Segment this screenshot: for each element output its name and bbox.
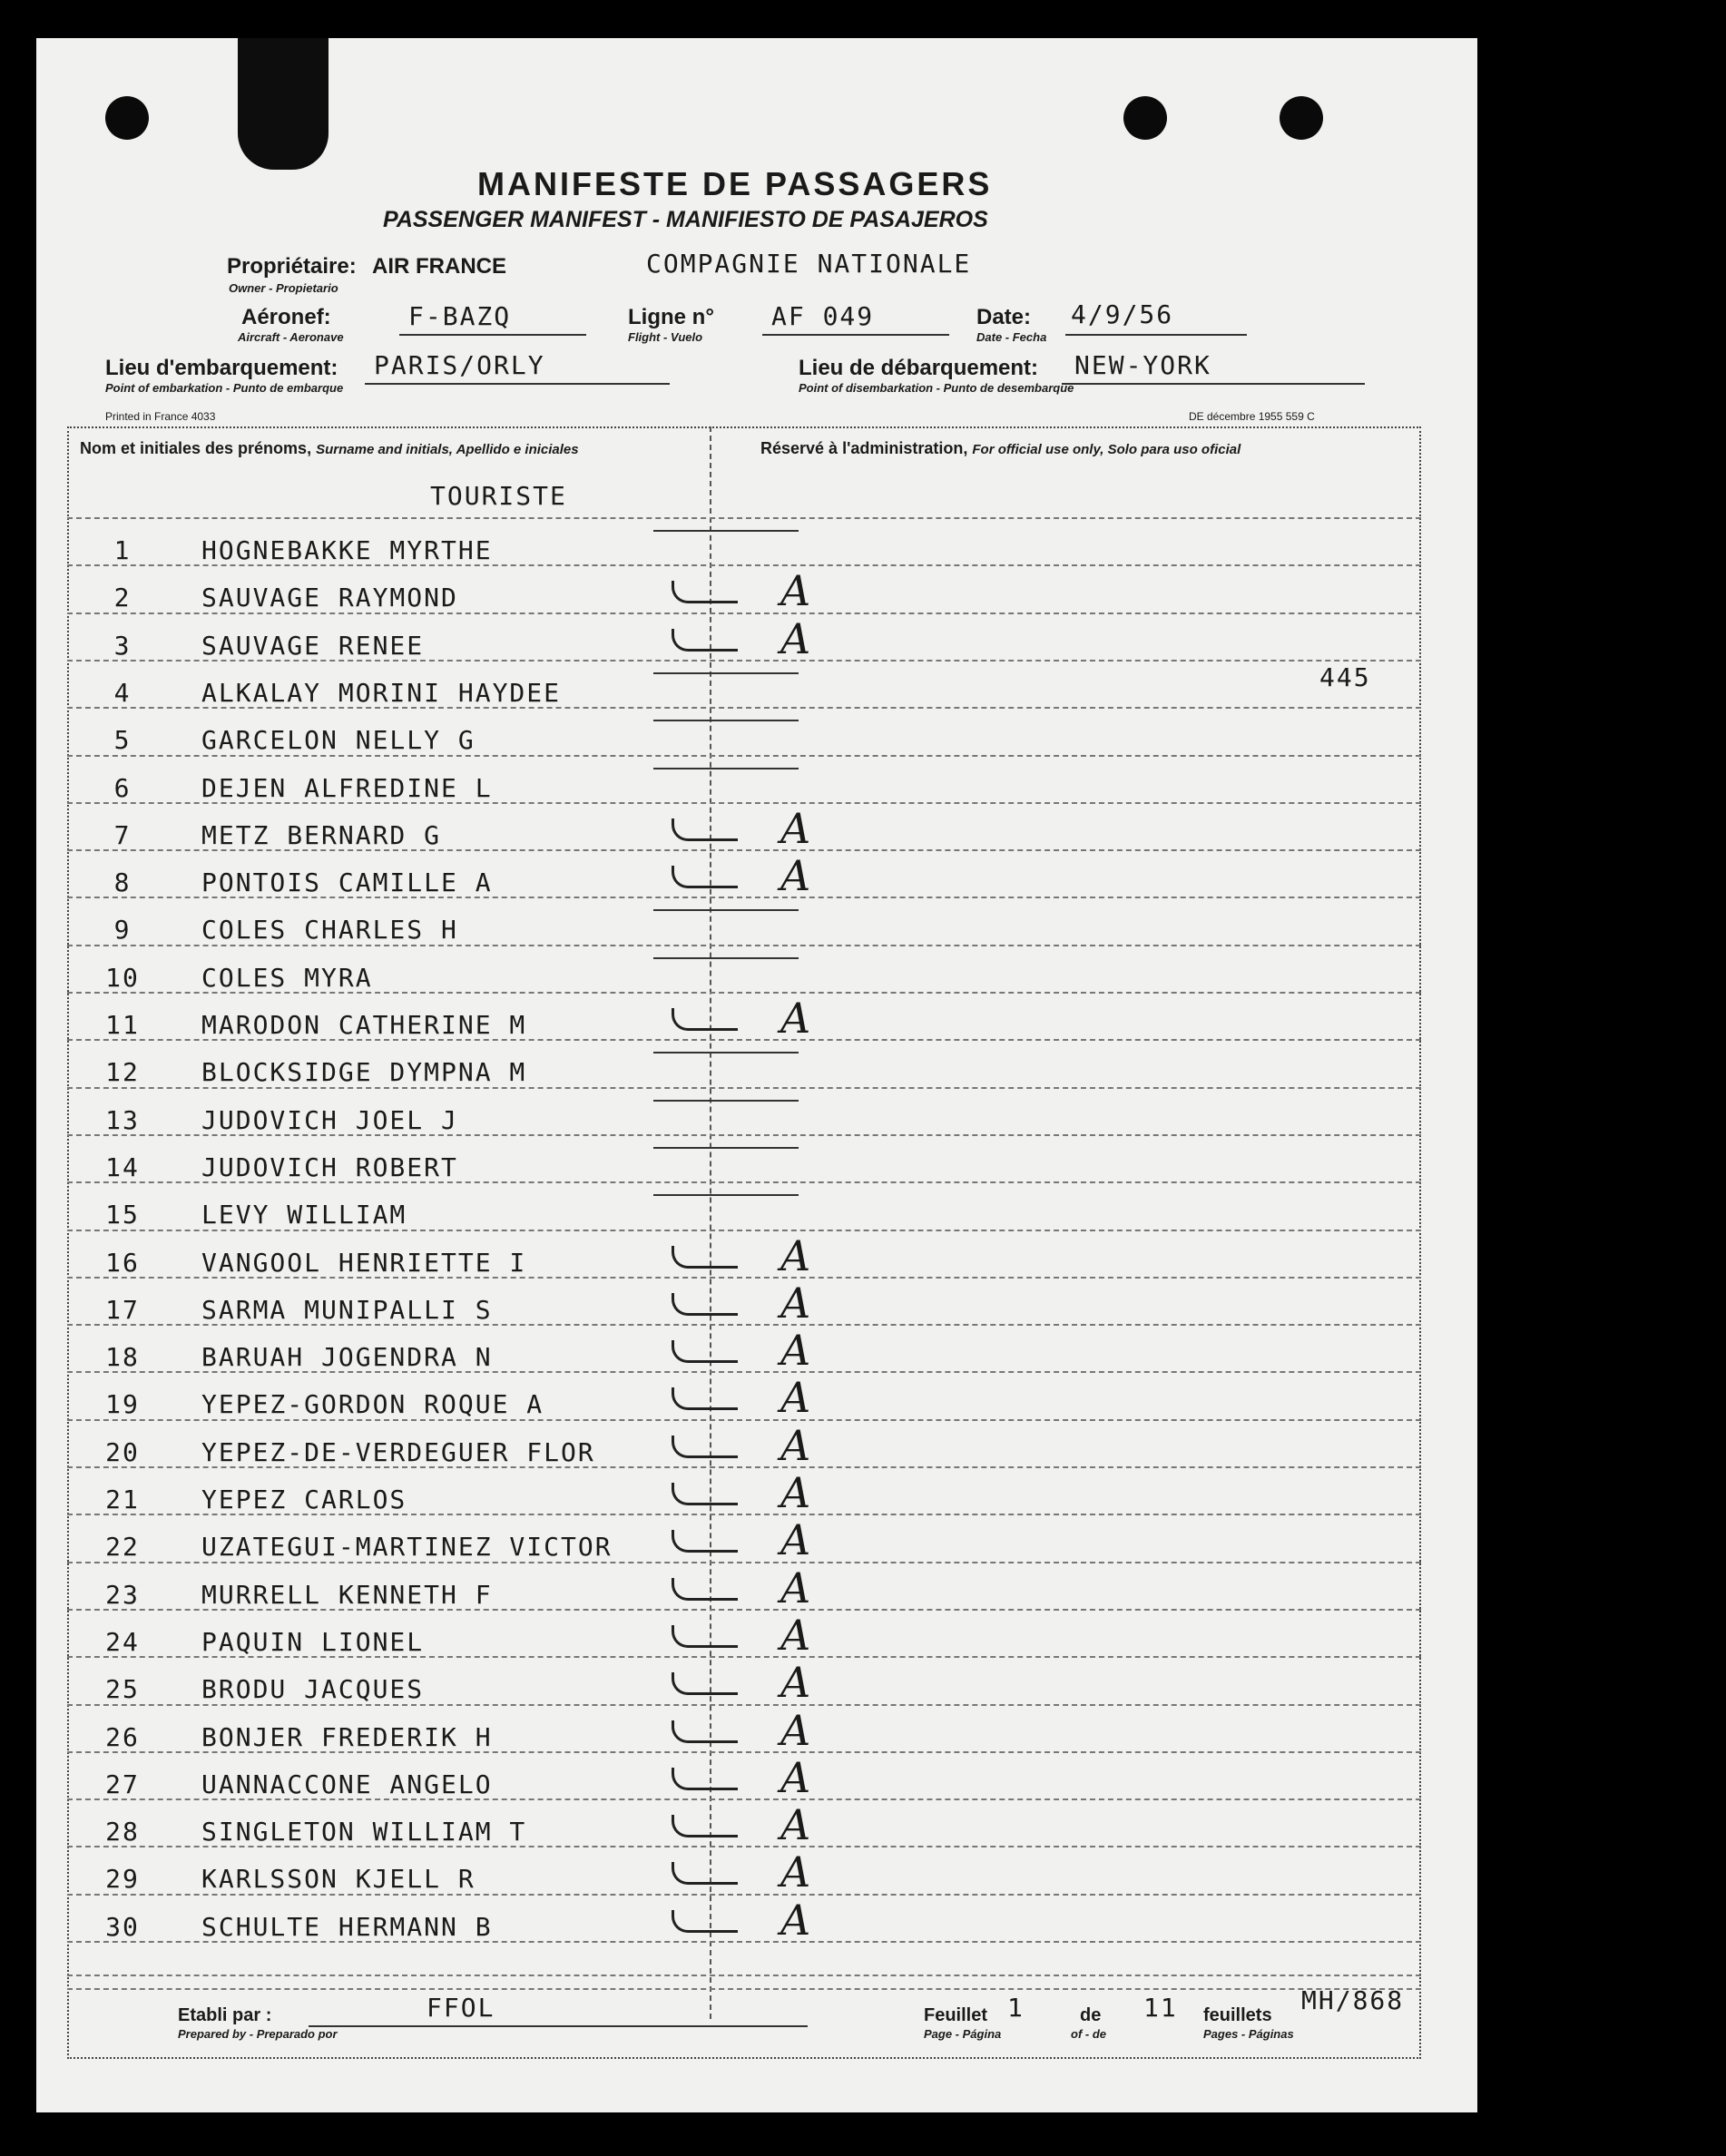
- aircraft-label: Aéronef:: [241, 305, 331, 329]
- dash-mark: [653, 1052, 799, 1054]
- passenger-name: LEVY WILLIAM: [201, 1200, 407, 1230]
- row-number: 9: [113, 915, 132, 946]
- reference-number: MH/868: [1301, 1985, 1405, 2015]
- passenger-name: YEPEZ-DE-VERDEGUER FLOR: [201, 1436, 595, 1467]
- passenger-name: UANNACCONE ANGELO: [201, 1769, 493, 1799]
- passenger-name: BONJER FREDERIK H: [201, 1721, 493, 1752]
- check-mark-icon: [672, 629, 738, 652]
- manifest-table: [67, 426, 1421, 2059]
- passenger-name: SAUVAGE RAYMOND: [201, 583, 458, 613]
- row-number: 19: [105, 1389, 140, 1420]
- embark-value: PARIS/ORLY: [374, 350, 545, 380]
- row-number: 11: [105, 1010, 140, 1040]
- passenger-name: SAUVAGE RENEE: [201, 630, 425, 661]
- sheet-number: 1: [1007, 1993, 1025, 2023]
- handwritten-mark: A: [780, 613, 813, 663]
- check-mark-icon: [672, 1387, 738, 1410]
- row-number: 3: [113, 630, 132, 661]
- of-label: de: [1080, 2005, 1102, 2025]
- passenger-name: COLES MYRA: [201, 962, 373, 993]
- flight-value: AF 049: [771, 301, 875, 331]
- passenger-name: UZATEGUI-MARTINEZ VICTOR: [201, 1532, 613, 1563]
- table-row: [91, 963, 1434, 999]
- row-number: 14: [105, 1152, 140, 1182]
- row-number: 22: [105, 1532, 140, 1563]
- check-mark-icon: [672, 1672, 738, 1695]
- passenger-name: ALKALAY MORINI HAYDEE: [201, 677, 562, 708]
- row-number: 17: [105, 1294, 140, 1325]
- check-mark-icon: [672, 1436, 738, 1458]
- col-official-header: Réservé à l'administration, For official use only, Solo para uso oficial: [760, 439, 1241, 457]
- disembark-sublabel: Point of disembarkation - Punto de desembarque: [799, 381, 1074, 395]
- dash-mark: [653, 720, 799, 721]
- table-row: [91, 1895, 1434, 1948]
- table-row: [91, 1230, 1434, 1284]
- handwritten-mark: A: [780, 1515, 813, 1565]
- table-row: [91, 1563, 1434, 1616]
- manifest-subtitle: PASSENGER MANIFEST - MANIFIESTO DE PASAJEROS: [383, 207, 988, 232]
- check-mark-icon: [672, 1862, 738, 1885]
- owner-printed: AIR FRANCE: [372, 254, 506, 279]
- passenger-name: COLES CHARLES H: [201, 915, 458, 946]
- check-mark-icon: [672, 818, 738, 841]
- prepared-sublabel: Prepared by - Preparado por: [178, 2027, 338, 2041]
- handwritten-mark: A: [780, 803, 813, 853]
- passenger-name: MURRELL KENNETH F: [201, 1579, 493, 1610]
- of-sublabel: of - de: [1071, 2027, 1106, 2041]
- punch-hole: [105, 96, 149, 140]
- check-mark-icon: [672, 1578, 738, 1601]
- owner-label: Propriétaire:: [227, 254, 357, 279]
- handwritten-mark: A: [780, 1895, 813, 1945]
- dash-mark: [653, 1147, 799, 1149]
- passenger-name: VANGOOL HENRIETTE I: [201, 1247, 527, 1278]
- table-row: [91, 613, 1434, 667]
- table-row: [91, 994, 1434, 1046]
- table-row: [91, 1610, 1434, 1663]
- passenger-name: YEPEZ CARLOS: [201, 1485, 407, 1514]
- row-number: 1: [113, 535, 132, 565]
- row-rule: [67, 517, 1421, 519]
- section-label: TOURISTE: [430, 481, 567, 511]
- check-mark-icon: [672, 1293, 738, 1316]
- check-mark-icon: [672, 1246, 738, 1269]
- handwritten-mark: A: [780, 1278, 813, 1328]
- table-row: [91, 1847, 1434, 1900]
- check-mark-icon: [672, 581, 738, 603]
- row-number: 24: [105, 1626, 140, 1657]
- passenger-name: DEJEN ALFREDINE L: [201, 772, 493, 803]
- table-row: [91, 535, 1434, 572]
- owner-sublabel: Owner - Propietario: [229, 281, 338, 295]
- passenger-name: BARUAH JOGENDRA N: [201, 1342, 493, 1373]
- embark-sublabel: Point of embarkation - Punto de embarque: [105, 381, 344, 395]
- staple-mark: [238, 38, 329, 170]
- check-mark-icon: [672, 1625, 738, 1648]
- check-mark-icon: [672, 1815, 738, 1838]
- row-number: 20: [105, 1436, 140, 1467]
- passenger-name: GARCELON NELLY G: [201, 725, 476, 756]
- row-number: 23: [105, 1579, 140, 1610]
- table-row: [91, 1658, 1434, 1710]
- row-number: 18: [105, 1342, 140, 1373]
- embark-label: Lieu d'embarquement:: [105, 356, 338, 380]
- row-number: 15: [105, 1200, 140, 1230]
- aircraft-sublabel: Aircraft - Aeronave: [238, 330, 344, 344]
- row-number: 21: [105, 1485, 140, 1514]
- table-row: [91, 678, 1434, 714]
- table-row: [91, 1468, 1434, 1521]
- sheet-total: 11: [1143, 1993, 1178, 2023]
- dash-mark: [653, 530, 799, 532]
- table-row: [91, 1200, 1434, 1236]
- punch-hole: [1123, 96, 1167, 140]
- handwritten-mark: A: [780, 1563, 813, 1612]
- dash-mark: [653, 909, 799, 911]
- dash-mark: [653, 672, 799, 674]
- passenger-name: JUDOVICH ROBERT: [201, 1152, 458, 1182]
- row-number: 4: [113, 677, 132, 708]
- sheets-label: feuillets: [1203, 2005, 1272, 2025]
- table-row: [91, 1278, 1434, 1331]
- handwritten-mark: A: [780, 851, 813, 901]
- passenger-name: HOGNEBAKKE MYRTHE: [201, 535, 493, 565]
- row-number: 12: [105, 1057, 140, 1088]
- prepared-value: FFOL: [427, 1993, 495, 2023]
- check-mark-icon: [672, 1530, 738, 1553]
- handwritten-mark: A: [780, 1610, 813, 1660]
- passenger-name: MARODON CATHERINE M: [201, 1010, 527, 1040]
- row-number: 16: [105, 1247, 140, 1278]
- check-mark-icon: [672, 1340, 738, 1363]
- table-row: [91, 1152, 1434, 1189]
- date-sublabel: Date - Fecha: [976, 330, 1047, 344]
- form-code: DE décembre 1955 559 C: [1189, 410, 1315, 423]
- col-name-header: Nom et initiales des prénoms, Surname and initials, Apellido e iniciales: [80, 439, 579, 457]
- handwritten-mark: A: [780, 1658, 813, 1708]
- handwritten-mark: A: [780, 1468, 813, 1517]
- table-row: [91, 1373, 1434, 1426]
- passenger-name: METZ BERNARD G: [201, 819, 442, 850]
- flight-sublabel: Flight - Vuelo: [628, 330, 703, 344]
- check-mark-icon: [672, 1720, 738, 1743]
- row-number: 28: [105, 1817, 140, 1847]
- dash-mark: [653, 1194, 799, 1196]
- handwritten-mark: A: [780, 566, 813, 616]
- check-mark-icon: [672, 1483, 738, 1505]
- passenger-name: JUDOVICH JOEL J: [201, 1104, 458, 1135]
- passenger-name: BLOCKSIDGE DYMPNA M: [201, 1057, 527, 1088]
- handwritten-mark: A: [780, 1800, 813, 1850]
- row-number: 2: [113, 583, 132, 613]
- table-row: [91, 566, 1434, 619]
- owner-value: COMPAGNIE NATIONALE: [646, 249, 972, 279]
- table-row: [91, 1800, 1434, 1853]
- disembark-label: Lieu de débarquement:: [799, 356, 1039, 380]
- row-number: 13: [105, 1104, 140, 1135]
- row-number: 7: [113, 819, 132, 850]
- table-row: [91, 1515, 1434, 1568]
- margin-number: 445: [1319, 662, 1371, 692]
- passenger-name: YEPEZ-GORDON ROQUE A: [201, 1389, 544, 1420]
- flight-label: Ligne n°: [628, 305, 714, 329]
- table-row: [91, 1752, 1434, 1806]
- row-rule: [67, 1988, 1421, 1990]
- table-row: [91, 725, 1434, 761]
- date-label: Date:: [976, 305, 1032, 329]
- check-mark-icon: [672, 1910, 738, 1933]
- table-row: [91, 803, 1434, 857]
- handwritten-mark: A: [780, 1373, 813, 1423]
- check-mark-icon: [672, 1008, 738, 1031]
- passenger-name: PAQUIN LIONEL: [201, 1626, 425, 1657]
- passenger-name: PONTOIS CAMILLE A: [201, 867, 493, 898]
- manifest-title: MANIFESTE DE PASSAGERS: [477, 165, 993, 202]
- handwritten-mark: A: [780, 1752, 813, 1802]
- prepared-label: Etabli par :: [178, 2005, 272, 2025]
- passenger-name: BRODU JACQUES: [201, 1674, 425, 1705]
- sheet-label: Feuillet: [924, 2005, 988, 2025]
- table-row: [91, 915, 1434, 951]
- table-row: [91, 1057, 1434, 1093]
- row-number: 10: [105, 962, 140, 993]
- table-row: [91, 1705, 1434, 1759]
- handwritten-mark: A: [780, 1230, 813, 1280]
- passenger-name: SARMA MUNIPALLI S: [201, 1294, 493, 1325]
- date-value: 4/9/56: [1071, 299, 1174, 329]
- handwritten-mark: A: [780, 1847, 813, 1897]
- row-number: 25: [105, 1674, 140, 1705]
- handwritten-mark: A: [780, 994, 813, 1043]
- handwritten-mark: A: [780, 1326, 813, 1376]
- sheets-sublabel: Pages - Páginas: [1203, 2027, 1294, 2041]
- row-number: 30: [105, 1911, 140, 1942]
- sheet-sublabel: Page - Página: [924, 2027, 1002, 2041]
- row-number: 8: [113, 867, 132, 898]
- handwritten-mark: A: [780, 1420, 813, 1470]
- row-number: 26: [105, 1721, 140, 1752]
- passenger-name: SCHULTE HERMANN B: [201, 1911, 493, 1942]
- punch-hole: [1280, 96, 1323, 140]
- dash-mark: [653, 1100, 799, 1102]
- handwritten-mark: A: [780, 1705, 813, 1755]
- check-mark-icon: [672, 1768, 738, 1790]
- row-number: 6: [113, 772, 132, 803]
- row-number: 27: [105, 1769, 140, 1799]
- disembark-value: NEW-YORK: [1074, 350, 1211, 380]
- row-number: 29: [105, 1864, 140, 1895]
- dash-mark: [653, 957, 799, 959]
- passenger-name: SINGLETON WILLIAM T: [201, 1817, 527, 1847]
- table-row: [91, 1420, 1434, 1474]
- table-row: [91, 1326, 1434, 1378]
- table-row: [91, 1105, 1434, 1142]
- table-row: [91, 851, 1434, 904]
- dash-mark: [653, 768, 799, 769]
- check-mark-icon: [672, 866, 738, 888]
- passenger-name: KARLSSON KJELL R: [201, 1864, 476, 1895]
- aircraft-value: F-BAZQ: [408, 301, 512, 331]
- row-number: 5: [113, 725, 132, 756]
- manifest-sheet: [36, 38, 1477, 2112]
- table-row: [91, 773, 1434, 809]
- printed-note: Printed in France 4033: [105, 410, 216, 423]
